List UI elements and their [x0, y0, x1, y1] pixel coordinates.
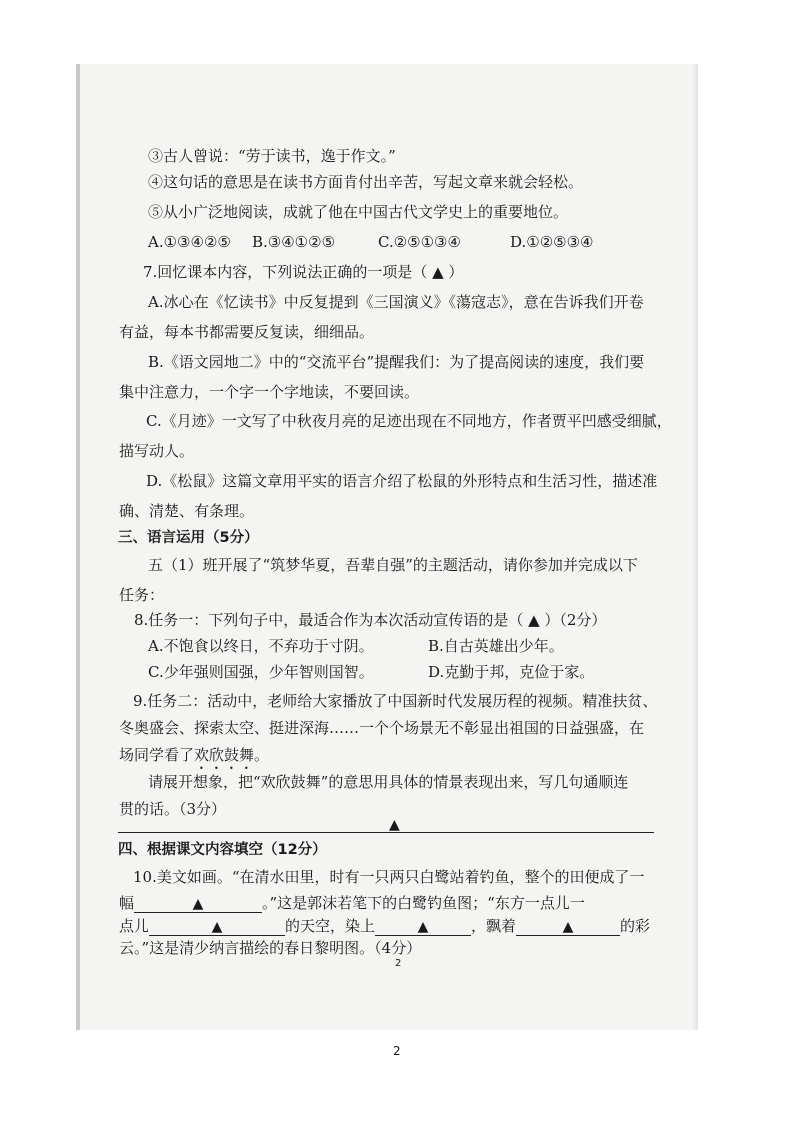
q10-line3-d: 的彩	[620, 917, 651, 935]
q10-blank-3-marker: ▲	[417, 919, 429, 935]
q10-line3	[119, 916, 650, 936]
scanned-page-number: 2	[395, 958, 402, 969]
q6-sentence-5: ⑤从小广泛地阅读，成就了他在中国古代文学史上的重要地位。	[148, 203, 569, 221]
q10-line1: 10.美文如画。“在清水田里，时有一只两只白鹭站着钓鱼，整个的田便成了一	[133, 868, 645, 886]
q6-option-d: D.①②⑤③④	[510, 233, 594, 251]
q9-line1: 9.任务二：活动中，老师给大家播放了中国新时代发展历程的视频。精准扶贫、	[133, 692, 658, 710]
q7-option-c-line2: 描写动人。	[119, 442, 195, 460]
q7-option-b-line2: 集中注意力，一个字一个字地读，不要回读。	[119, 383, 420, 401]
q9-answer-marker: ▲	[389, 817, 400, 833]
q7-option-a-line1: A.冰心在《忆读书》中反复提到《三国演义》《蕩寇志》，意在告诉我们开卷	[148, 293, 644, 311]
q10-blank-4[interactable]	[516, 916, 620, 936]
q10-line2	[119, 893, 585, 913]
q9-answer-line[interactable]	[118, 831, 654, 833]
q8-option-c: C.少年强则国强，少年智则国智。	[148, 663, 374, 681]
q6-option-c: C.②⑤①③④	[378, 233, 461, 251]
q10-blank-2-marker: ▲	[211, 919, 223, 935]
q6-option-a: A.①③④②⑤	[148, 233, 231, 251]
q10-blank-2[interactable]	[149, 916, 285, 936]
page-number: 2	[393, 1044, 401, 1058]
q9-emphasized-phrase: 欢欣鼓舞	[194, 746, 255, 764]
q8-stem: 8.任务一：下列句子中，最适合作为本次活动宣传语的是（ ▲ ）（2分）	[134, 611, 607, 629]
q8-option-d: D.克勤于邦，克俭于家。	[428, 663, 595, 681]
q10-line3-b: 的天空，染上	[285, 917, 376, 935]
q9-line3	[119, 745, 269, 773]
section-3-intro-line1: 五（1）班开展了“筑梦华夏，吾辈自强”的主题活动，请你参加并完成以下	[148, 556, 638, 574]
q10-line3-c: ，飘着	[471, 917, 517, 935]
q7-stem: 7.回忆课本内容，下列说法正确的一项是（ ▲ ）	[143, 263, 464, 281]
q10-line4: 云。”这是清少纳言描绘的春日黎明图。（4分）	[119, 939, 422, 957]
q10-line2-end: 。”这是郭沫若笔下的白鹭钓鱼图；“东方一点儿一	[262, 894, 585, 912]
q9-line2: 冬奥盛会、探索太空、挺进深海……一个个场景无不彰显出祖国的日益强盛，在	[119, 719, 645, 737]
q10-line2-start: 幅	[119, 894, 135, 912]
q9-line3-start: 场同学看了	[119, 746, 195, 764]
q10-blank-3[interactable]	[375, 916, 471, 936]
q6-sentence-4: ④这句话的意思是在读书方面肯付出辛苦，写起文章来就会轻松。	[148, 173, 584, 191]
q6-options	[148, 232, 594, 252]
q7-option-d-line1: D.《松鼠》这篇文章用平实的语言介绍了松鼠的外形特点和生活习性，描述准	[146, 472, 658, 490]
section-3-intro-line2: 任务：	[119, 586, 165, 604]
q8-option-a: A.不饱食以终日，不弃功于寸阴。	[148, 637, 374, 655]
q10-line3-a: 点儿	[119, 917, 150, 935]
q10-blank-1[interactable]	[134, 893, 262, 913]
q7-option-c-line1: C.《月迹》一文写了中秋夜月亮的足迹出现在不同地方，作者贾平凹感受细腻，	[146, 412, 672, 430]
q9-prompt-line1: 请展开想象，把“欢欣鼓舞”的意思用具体的情景表现出来，写几句通顺连	[148, 773, 629, 791]
q10-blank-4-marker: ▲	[562, 919, 574, 935]
section-4-title: 四、根据课文内容填空（12分）	[118, 842, 327, 858]
q10-blank-1-marker: ▲	[192, 896, 204, 912]
q9-prompt-line2: 贯的话。（3分）	[119, 800, 227, 818]
q7-option-d-line2: 确、清楚、有条理。	[119, 502, 255, 520]
q7-option-b-line1: B.《语文园地二》中的“交流平台”提醒我们：为了提高阅读的速度，我们要	[148, 353, 645, 371]
q8-option-b: B.自古英雄出少年。	[428, 637, 564, 655]
q7-option-a-line2: 有益，每本书都需要反复读，细细品。	[119, 323, 375, 341]
q6-sentence-3: ③古人曾说：“劳于读书，逸于作文。”	[148, 147, 396, 165]
q6-option-b: B.③④①②⑤	[252, 233, 336, 251]
q9-line3-end: 。	[254, 746, 270, 764]
section-3-title: 三、语言运用（5分）	[118, 530, 259, 546]
